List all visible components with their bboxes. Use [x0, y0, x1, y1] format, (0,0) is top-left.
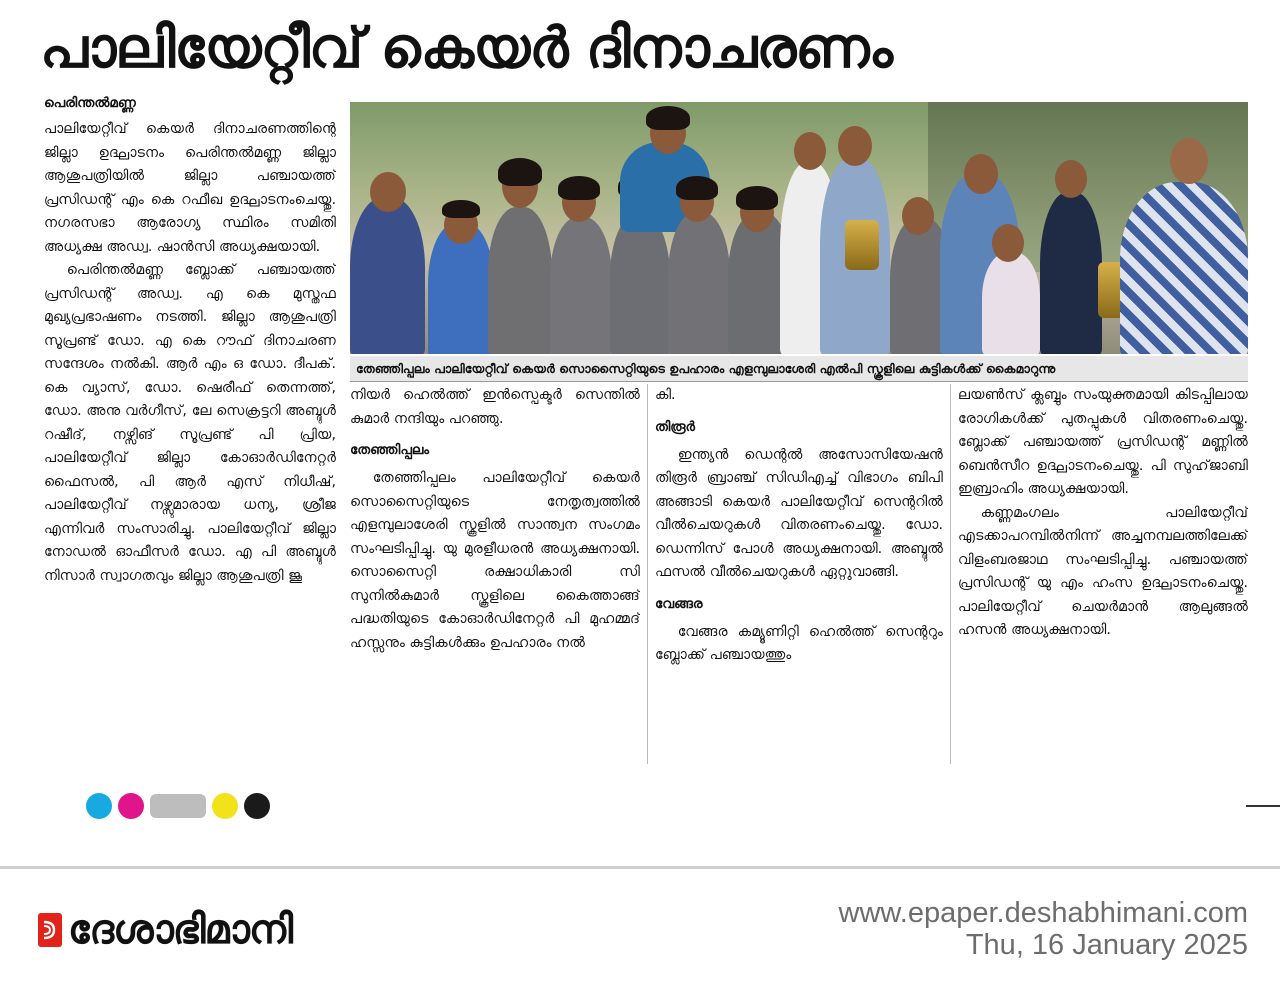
footer-divider: [0, 866, 1280, 869]
subheading: വേങ്ങര: [655, 595, 703, 612]
paragraph: ഇന്ത്യൻ ഡെന്റൽ അസോസിയേഷൻ തിരൂർ ബ്രാഞ്ച് സിഡിഎച്ച് വിഭാഗം ബിപി അങ്ങാടി കെയർ പാലിയേറ്റീവ് സെന്ററിൽ വീൽചെയറുകൾ വിതരണംചെയ്തു. ഡോ. ഡെന്നിസ് പോൾ അധ്യക്ഷനായി. അബ്ദുൽ ഫസൽ വീൽചെയറുകൾ ഏറ്റുവാങ്ങി.: [655, 446, 943, 580]
yellow-mark: [212, 793, 238, 819]
article-column-1: [44, 92, 336, 762]
deshabhimani-logo[interactable]: [38, 900, 292, 960]
photo-caption: തേഞ്ഞിപ്പലം പാലിയേറ്റീവ് കെയർ സൊസൈറ്റിയുടെ ഉപഹാരം എളമ്പുലാശേരി എൽപി സ്കൂളിലെ കുട്ടികൾക്ക് കൈമാറുന്നു: [350, 356, 1248, 382]
logo-icon: [38, 913, 62, 947]
article-column-3: [655, 384, 943, 764]
paragraph: പാലിയേറ്റീവ് കെയർ ദിനാചരണത്തിന്റെ ജില്ലാ ഉദ്ഘാടനം പെരിന്തൽമണ്ണ ജില്ലാ ആശുപത്രിയിൽ ജില്ലാ പഞ്ചായത്ത് പ്രസിഡന്റ് എം കെ റഫീഖ ഉദ്ഘാടനംചെയ്തു. നഗരസഭാ ആരോഗ്യ സ്ഥിരം സമിതി അധ്യക്ഷ അഡ്വ. ഷാൻസി അധ്യക്ഷയായി.: [44, 121, 336, 255]
subheading: തേഞ്ഞിപ്പലം: [350, 442, 430, 458]
column-divider: [950, 384, 951, 764]
news-photo: [350, 102, 1248, 354]
dateline: പെരിന്തൽമണ്ണ: [44, 95, 136, 111]
subheading: തിരൂർ: [655, 418, 695, 435]
black-mark: [244, 793, 270, 819]
paragraph: വേങ്ങര കമ്യൂണിറ്റി ഹെൽത്ത് സെന്ററും ബ്ലോക്ക് പഞ്ചായത്തും: [655, 623, 943, 663]
column-divider: [647, 384, 648, 764]
article-column-2: [350, 384, 640, 764]
paragraph: ലയൺസ് ക്ലബ്ബും സംയുക്തമായി കിടപ്പിലായ രോഗികൾക്ക് പുതപ്പുകൾ വിതരണംചെയ്തു. ബ്ലോക്ക് പഞ്ചായത്ത് പ്രസിഡന്റ് മണ്ണിൽ ബെൻസീറ ഉദ്ഘാടനംചെയ്തു. പി സുഹ്‌ജാബി ഇബ്രാഹിം അധ്യക്ഷയായി.: [958, 387, 1248, 497]
crop-mark: [1246, 805, 1280, 807]
cyan-mark: [86, 793, 112, 819]
paragraph: കണ്ണമംഗലം പാലിയേറ്റീവ് എടക്കാപറമ്പിൽനിന്ന് അച്ചനമ്പലത്തിലേക്ക് വിളംബരജാഥ സംഘടിപ്പിച്ചു. പഞ്ചായത്ത് പ്രസിഡന്റ് യു എം ഹംസ ഉദ്ഘാടനംചെയ്തു. പാലിയേറ്റീവ് ചെയർമാൻ ആലുങ്ങൽ ഹസൻ അധ്യക്ഷനായി.: [958, 504, 1248, 638]
paragraph: പെരിന്തൽമണ്ണ ബ്ലോക്ക് പഞ്ചായത്ത് പ്രസിഡന്റ് അഡ്വ. എ കെ മുസ്തഫ മുഖ്യപ്രഭാഷണം നടത്തി. ജില്ലാ ആശുപത്രി സൂപ്രണ്ട് ഡോ. എ കെ റൗഫ് ദിനാചരണ സന്ദേശം നൽകി. ആർ എം ഒ ഡോ. ദീപക്. കെ വ്യാസ്, ഡോ. ഷെരീഫ് തെന്നത്ത്, ഡോ. അനു വർഗീസ്, ലേ സെക്രട്ടറി അബ്ദുൾ റഷീദ്, നഴ്സിങ് സൂപ്രണ്ട് പി പ്രിയ, പാലിയേറ്റീവ് ജില്ലാ കോഓർഡിനേറ്റർ ഫൈസൽ, പി ആർ എസ് നിധീഷ്, പാലിയേറ്റീവ് നഴ്സുമാരായ ധന്യ, ശ്രീജ എന്നിവർ സംസാരിച്ചു. പാലിയേറ്റീവ് ജില്ലാ നോഡൽ ഓഫീസർ ഡോ. എ പി അബ്ദുൾ നിസാർ സ്വാഗതവും ജില്ലാ ആശുപത്രി ജൂ: [44, 262, 336, 584]
paragraph: കി.: [655, 387, 676, 403]
publication-date: Thu, 16 January 2025: [965, 929, 1248, 961]
print-registration-marks: [86, 792, 270, 820]
paragraph: നിയർ ഹെൽത്ത് ഇൻസ്പെക്ടർ സെന്തിൽ കുമാർ നന്ദിയും പറഞ്ഞു.: [350, 387, 640, 427]
article-column-4: [958, 384, 1248, 764]
magenta-mark: [118, 793, 144, 819]
paragraph: തേഞ്ഞിപ്പലം പാലിയേറ്റീവ് കെയർ സൊസൈറ്റിയുടെ നേതൃത്വത്തിൽ എളമ്പുലാശേരി സ്കൂളിൽ സാന്ത്വന സംഗമം സംഘടിപ്പിച്ചു. യു മുരളീധരൻ അധ്യക്ഷനായി. സൊസൈറ്റി രക്ഷാധികാരി സി സുനിൽകുമാർ സ്കൂളിലെ കൈത്താങ്ങ് പദ്ധതിയുടെ കോഓർഡിനേറ്റർ പി മുഹമ്മദ് ഹസ്സനും കുട്ടികൾക്കും ഉപഹാരം നൽ: [350, 470, 640, 651]
grey-mark: [150, 794, 206, 818]
logo-text: ദേശാഭിമാനി: [68, 907, 293, 953]
epaper-url[interactable]: www.epaper.deshabhimani.com: [838, 897, 1248, 929]
headline: പാലിയേറ്റീവ് കെയർ ദിനാചരണം: [40, 16, 893, 81]
